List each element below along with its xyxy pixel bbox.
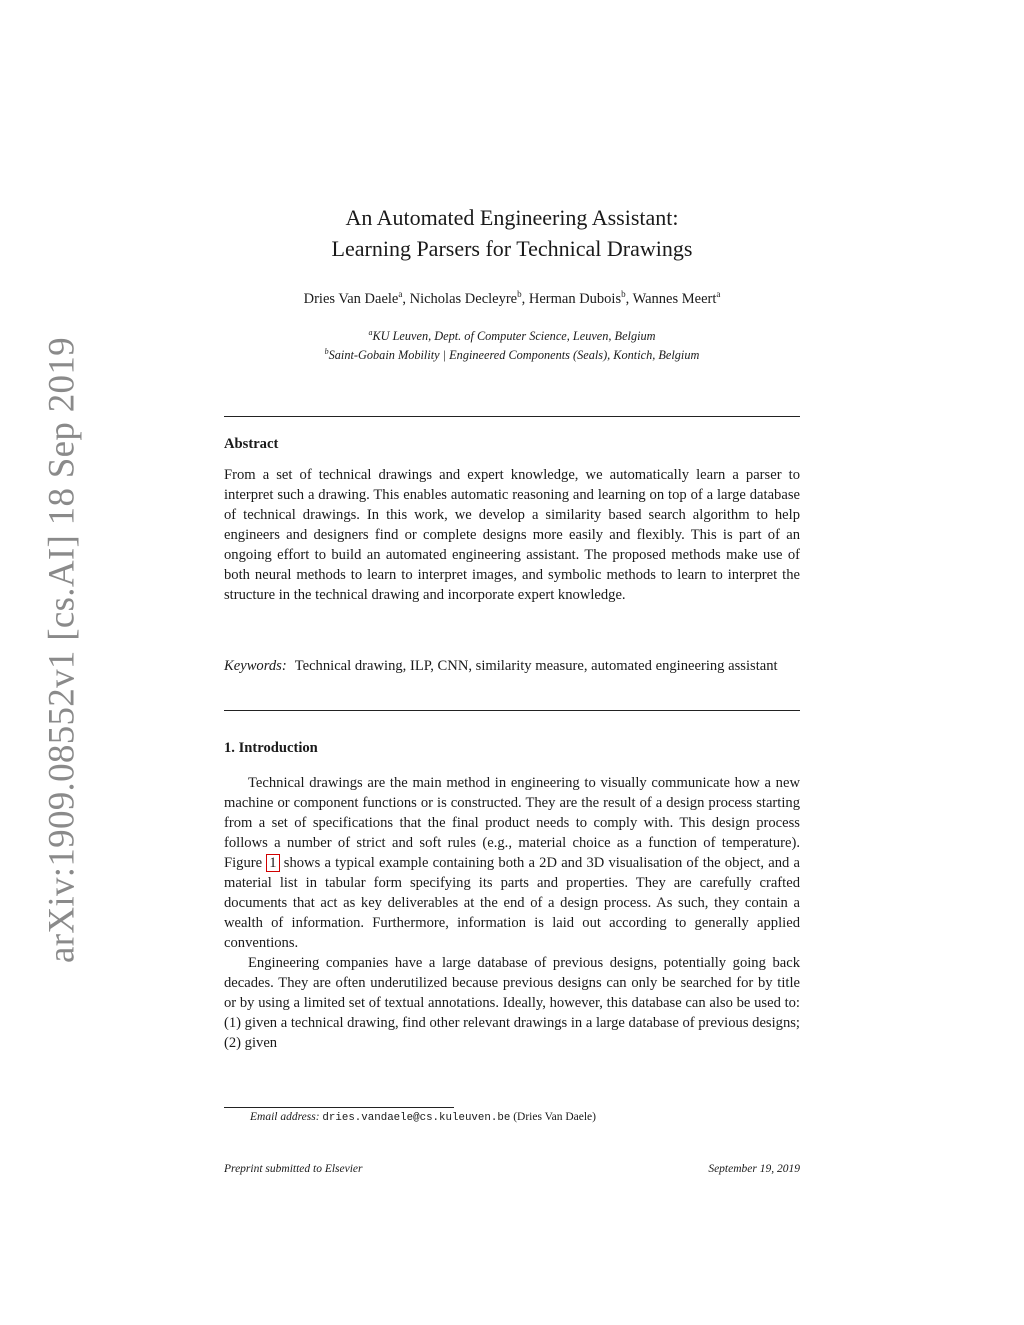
affiliation-b: $^b$Saint-Gobain Mobility | Engineered Components (Seals), Kontich, Belgium [324,347,700,363]
title-line-2: Learning Parsers for Technical Drawings [331,236,693,261]
author-name: Nicholas Decleyre [409,290,518,307]
footnote-email-link[interactable]: dries.vandaele@cs.kuleuven.be [322,1112,511,1124]
footnote-email-owner: (Dries Van Daele) [513,1111,596,1123]
keywords-label: Keywords: [224,658,287,674]
affiliation-a: $^a$KU Leuven, Dept. of Computer Science, Leuven, Belgium [368,328,656,344]
abstract-bottom-rule [224,710,800,711]
author-separator: , [402,290,410,307]
author-affil-mark: b [621,289,626,299]
arxiv-stamp: arXiv:1909.08552v1 [cs.AI] 18 Sep 2019 [41,337,83,963]
intro-paragraph-1: Technical drawings are the main method in engineering to visually communicate how a new machine or component functions or is constructed. They are the result of a design process starting from a set of specifications that the final product needs to comply with. This design process follows a number of strict and soft rules (e.g., material choice as a function of temperature). Figure 1 shows a typical example containing both a 2D and 3D visualisation of the object, and a material list in tabular form specifying its parts and properties. They are carefully crafted documents that act as key deliverables at the end of a design process. As such, they contain a wealth of information. Furthermore, information is laid out according to generally applied conventions. [224,775,800,951]
footnote [250,1111,596,1124]
author-list [224,289,800,308]
author-affil-mark: a [398,289,403,299]
footer-preprint: Preprint submitted to Elsevier [224,1163,363,1175]
keywords [224,656,800,676]
author-name: Dries Van Daele [303,290,399,307]
section-heading-introduction: 1. Introduction [224,740,318,756]
author-separator: , [521,290,529,307]
intro-paragraph-2: Engineering companies have a large database of previous designs, potentially going back decades. They are often underutilized because previous designs can only be searched for by title or by using a limited set of textual annotations. Ideally, however, this database can also be used to: (1) given a technical drawing, find other relevant drawings in a large database of previous designs; (2) given [224,955,800,1051]
author-name: Wannes Meert [632,290,717,307]
introduction-body [224,773,800,1053]
footnote-rule [224,1107,454,1108]
footnote-email-label: Email address: [250,1111,320,1123]
affiliations [224,325,800,363]
paper-title [224,202,800,264]
footer-date: September 19, 2019 [708,1163,800,1175]
abstract-top-rule [224,416,800,417]
author-affil-mark: a [716,289,721,299]
author-name: Herman Dubois [528,290,622,307]
author-separator: , [625,290,633,307]
abstract-text: From a set of technical drawings and expert knowledge, we automatically learn a parser to interpret such a drawing. This enables automatic reasoning and learning on top of a large database of technical drawings. In this work, we develop a similarity based search algorithm to help engineers and designers find or complete designs more easily and flexibly. This is part of an ongoing effort to build an automated engineering assistant. The proposed methods make use of both neural methods to learn to interpret images, and symbolic methods to learn to interpret the structure in the technical drawing and incorporate expert knowledge. [224,467,800,603]
title-line-1: An Automated Engineering Assistant: [345,205,679,230]
author-affil-mark: b [517,289,522,299]
abstract-heading: Abstract [224,436,279,452]
figure-1-reference-link[interactable]: 1 [266,854,279,872]
keywords-text: Technical drawing, ILP, CNN, similarity measure, automated engineering assistant [294,658,778,674]
